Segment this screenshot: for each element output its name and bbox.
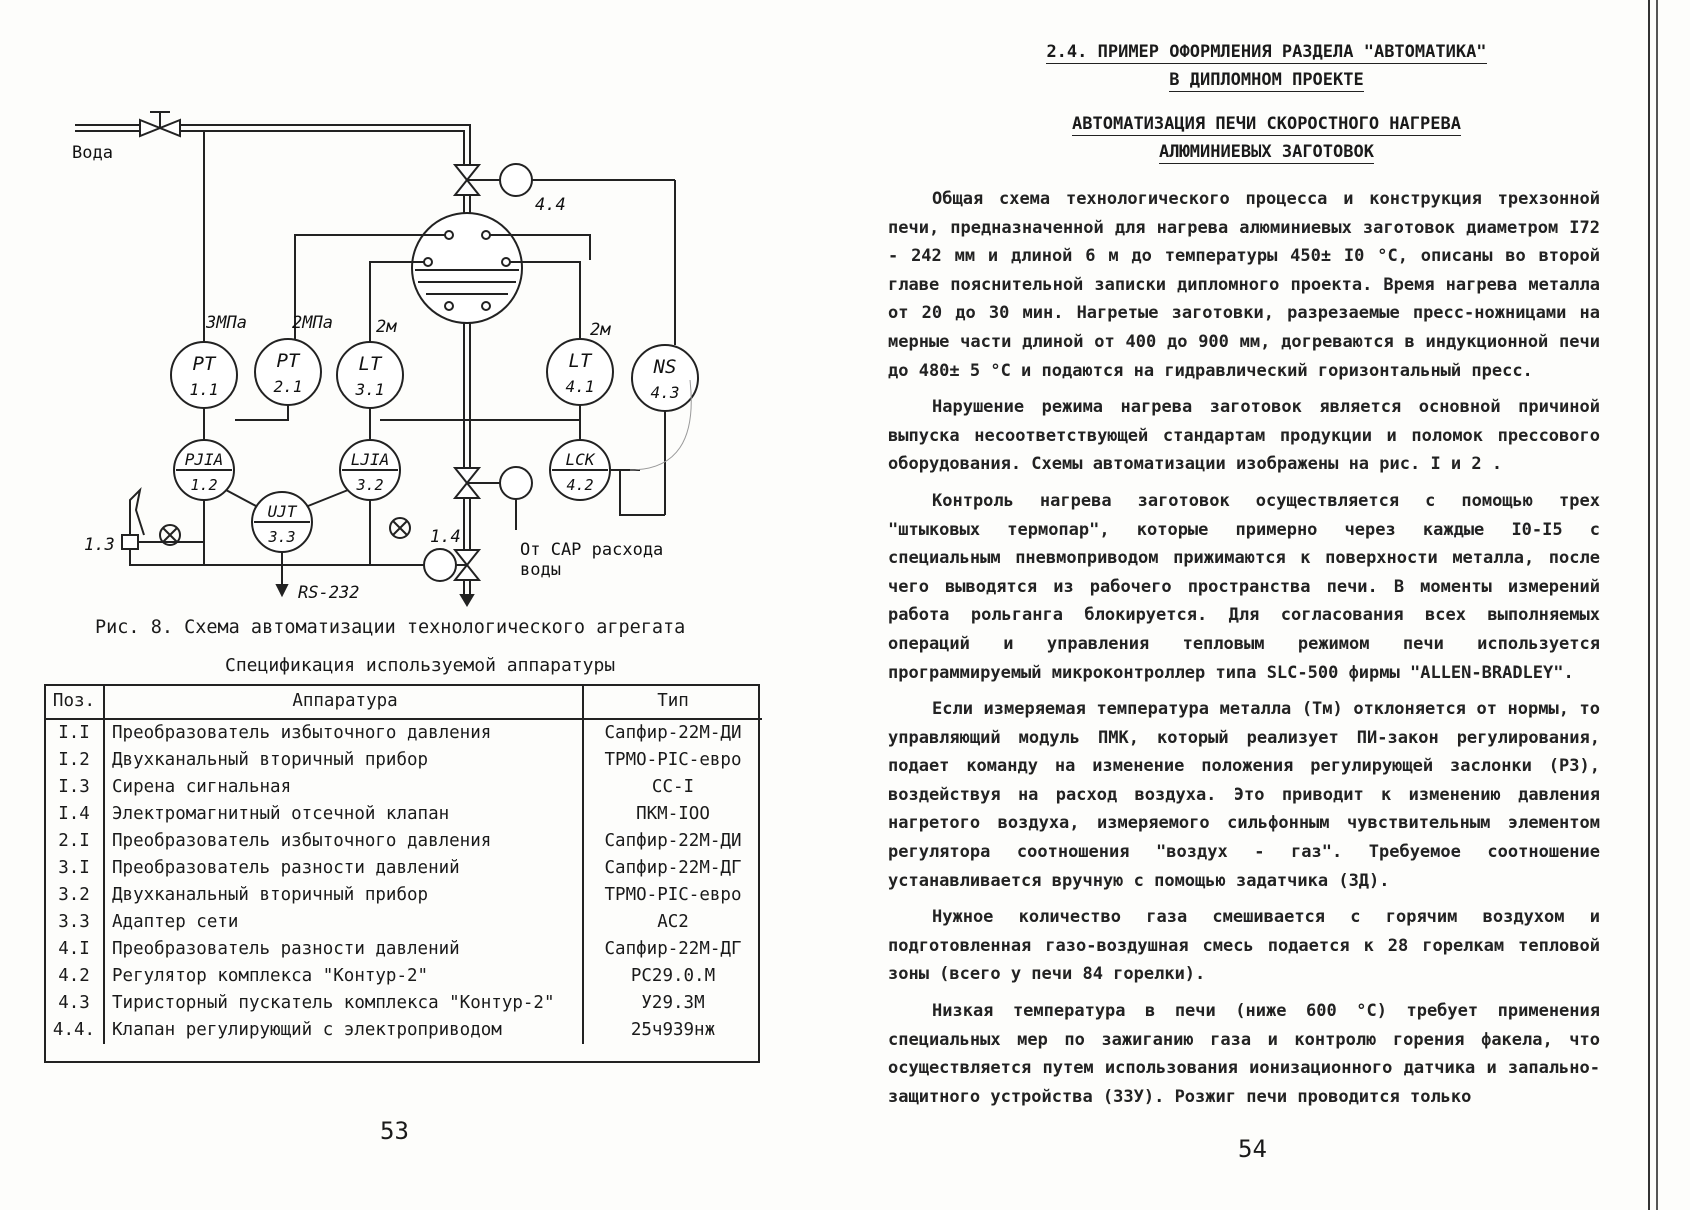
- ljia-3-2-code: LJIA: [350, 450, 390, 469]
- cell-device: Электромагнитный отсечной клапан: [104, 801, 583, 828]
- pjia-1-2-pos: 1.2: [190, 476, 218, 494]
- left-page: [0, 0, 843, 1210]
- cell-pos: 3.2: [45, 882, 104, 909]
- pjia-1-2-code: PJIA: [184, 450, 224, 469]
- section-heading-line-2: В ДИПЛОМНОМ ПРОЕКТЕ: [1169, 70, 1364, 90]
- ujt-3-3-pos: 3.3: [268, 528, 296, 546]
- topic-heading-line-2: АЛЮМИНИЕВЫХ ЗАГОТОВОК: [1159, 142, 1374, 162]
- cell-type: Сапфир-22М-ДГ: [604, 939, 742, 959]
- section-heading-line-1: 2.4. ПРИМЕР ОФОРМЛЕНИЯ РАЗДЕЛА "АВТОМАТИКА": [1046, 42, 1487, 62]
- lck-4-2-code: LCK: [565, 450, 595, 469]
- cell-pos: 4.2: [45, 963, 104, 990]
- level-2m-label-a: 2м: [376, 317, 397, 337]
- header-type: Тип: [583, 684, 762, 719]
- page-number-left: 53: [380, 1117, 409, 1145]
- table-row: [45, 990, 762, 1017]
- section-heading: [843, 42, 1690, 64]
- table-row: [45, 963, 762, 990]
- page-edge-line: [1648, 0, 1650, 1210]
- cell-pos: 4.4.: [45, 1017, 104, 1044]
- from-car-label: От САР расхода: [520, 540, 664, 560]
- cell-pos: 2.I: [45, 828, 104, 855]
- tag-1-3-label: 1.3: [84, 535, 115, 555]
- ns-4-3-pos: 4.3: [650, 383, 680, 402]
- pressure-2mpa-label: 2МПа: [292, 313, 333, 333]
- paragraph: Нарушение режима нагрева заготовок является основной причиной выпуска несоответствующей стандартам продукции и поломок прессового оборудования. Схемы автоматизации изображены на рис. I и 2 .: [888, 397, 1600, 475]
- cell-type: ПКМ-IОО: [636, 804, 710, 824]
- paragraph: Контроль нагрева заготовок осуществляется с помощью трех "штыковых термопар", которые примерно через каждые I0-I5 с специальным пневмоприводом прижимаются к поверхности металла, после чего выводятся из рабочего пространства печи. В моменты измерений работа рольганга блокируется. Для согласования всех выполняемых операций и управления тепловым режимом печи используется программируемый микроконтроллер типа SLC-500 фирмы "ALLEN-BRADLEY".: [888, 490, 1600, 683]
- section-heading-2: [843, 70, 1690, 92]
- cell-type: Сапфир-22М-ДГ: [604, 858, 742, 878]
- cell-device: Двухканальный вторичный прибор: [104, 747, 583, 774]
- header-device: Аппаратура: [104, 684, 583, 719]
- lt-3-1-code: LT: [358, 353, 382, 375]
- body-text: [888, 185, 1600, 1119]
- table-row: [45, 801, 762, 828]
- cell-device: Преобразователь избыточного давления: [104, 719, 583, 747]
- lt-4-1-code: LT: [568, 350, 592, 372]
- cell-pos: I.4: [45, 801, 104, 828]
- cell-pos: 3.I: [45, 855, 104, 882]
- page-number-right: 54: [1238, 1135, 1267, 1163]
- cell-pos: I.3: [45, 774, 104, 801]
- rs232-label: RS-232: [298, 583, 360, 603]
- table-row: [45, 828, 762, 855]
- topic-heading-line-1: АВТОМАТИЗАЦИЯ ПЕЧИ СКОРОСТНОГО НАГРЕВА: [1072, 114, 1461, 134]
- table-row: [45, 774, 762, 801]
- pt-2-1-code: PT: [276, 350, 300, 372]
- pt-1-1-pos: 1.1: [189, 380, 219, 399]
- ljia-3-2-pos: 3.2: [356, 476, 384, 494]
- ujt-3-3-code: UJT: [267, 502, 297, 521]
- right-page: [843, 0, 1690, 1210]
- spec-table: [45, 684, 762, 1044]
- cell-pos: 3.3: [45, 909, 104, 936]
- pressure-3mpa-label: 3МПа: [206, 313, 247, 333]
- cell-type: Сапфир-22М-ДИ: [604, 831, 742, 851]
- cell-device: Адаптер сети: [104, 909, 583, 936]
- cell-type: 25ч939нж: [630, 1020, 716, 1040]
- level-2m-label-b: 2м: [590, 320, 611, 340]
- cell-pos: I.I: [45, 719, 104, 747]
- cell-type: РС29.0.М: [630, 966, 716, 986]
- table-row: [45, 1017, 762, 1044]
- paragraph: Общая схема технологического процесса и конструкция трехзонной печи, предназначенной для нагрева алюминиевых заготовок диаметром I72 - 242 мм и длиной 6 м до температуры 450± I0 °С, описаны во второй главе пояснительной записки дипломного проекта. Время нагрева металла от 20 до 30 мин. Нагретые заготовки, разрезаемые пресс-ножницами на мерные части длиной от 400 до 900 мм, догреваются в индукционной печи до 480± 5 °С и подаются на гидравлический горизонтальный пресс.: [888, 189, 1600, 381]
- cell-device: Преобразователь избыточного давления: [104, 828, 583, 855]
- table-row: [45, 936, 762, 963]
- tag-4-4-label: 4.4: [535, 195, 566, 215]
- from-car-label-2: воды: [520, 560, 561, 580]
- water-label: Вода: [72, 143, 113, 163]
- cell-device: Регулятор комплекса "Контур-2": [104, 963, 583, 990]
- cell-device: Двухканальный вторичный прибор: [104, 882, 583, 909]
- cell-type: Сапфир-22М-ДИ: [604, 723, 742, 743]
- cell-type: У29.3М: [641, 993, 705, 1013]
- page-edge-line-2: [1656, 0, 1658, 1210]
- lt-4-1-pos: 4.1: [565, 377, 595, 396]
- cell-pos: I.2: [45, 747, 104, 774]
- cell-type: ТРМО-РIС-евро: [604, 750, 742, 770]
- paragraph: Если измеряемая температура металла (Tм) отклоняется от нормы, то управляющий модуль ПМК, который реализует ПИ-закон регулирования, подает команду на изменение положения регулирующей заслонки (РЗ), воздействуя на расход воздуха. Это приводит к изменению давления нагретого воздуха, измеряемого сильфонным чувствительным элементом регулятора соотношения "воздух - газ". Требуемое соотношение устанавливается вручную с помощью задатчика (ЗД).: [888, 699, 1600, 891]
- automation-diagram: [0, 0, 843, 610]
- tag-1-4-label: 1.4: [430, 527, 461, 547]
- table-header-row: [45, 684, 762, 719]
- table-row: [45, 882, 762, 909]
- cell-device: Сирена сигнальная: [104, 774, 583, 801]
- cell-pos: 4.3: [45, 990, 104, 1017]
- spec-title: Спецификация используемой аппаратуры: [225, 655, 616, 676]
- pt-1-1-code: PT: [192, 353, 216, 375]
- pt-2-1-pos: 2.1: [273, 377, 303, 396]
- lt-3-1-pos: 3.1: [355, 380, 385, 399]
- cell-device: Преобразователь разности давлений: [104, 936, 583, 963]
- table-row: [45, 719, 762, 747]
- cell-device: Клапан регулирующий с электроприводом: [104, 1017, 583, 1044]
- cell-type: ТРМО-РIС-евро: [604, 885, 742, 905]
- cell-device: Преобразователь разности давлений: [104, 855, 583, 882]
- paragraph: Низкая температура в печи (ниже 600 °С) требует применения специальных мер по зажиганию газа и контролю горения факела, что осуществляется путем использования ионизационного датчика и запально-защитного устройства (ЗЗУ). Розжиг печи проводится только: [888, 1001, 1600, 1107]
- cell-device: Тиристорный пускатель комплекса "Контур-2": [104, 990, 583, 1017]
- table-row: [45, 747, 762, 774]
- header-pos: Поз.: [45, 684, 104, 719]
- table-row: [45, 909, 762, 936]
- topic-heading-2: [843, 142, 1690, 164]
- topic-heading: [843, 114, 1690, 136]
- cell-type: АС2: [657, 912, 689, 932]
- table-row: [45, 855, 762, 882]
- paragraph: Нужное количество газа смешивается с горячим воздухом и подготовленная газо-воздушная смесь подается к 28 горелкам тепловой зоны (всего у печи 84 горелки).: [888, 907, 1600, 985]
- lck-4-2-pos: 4.2: [566, 476, 594, 494]
- cell-pos: 4.I: [45, 936, 104, 963]
- cell-type: СС-I: [651, 777, 695, 797]
- figure-caption: Рис. 8. Схема автоматизации технологического агрегата: [95, 617, 686, 638]
- ns-4-3-code: NS: [653, 356, 677, 378]
